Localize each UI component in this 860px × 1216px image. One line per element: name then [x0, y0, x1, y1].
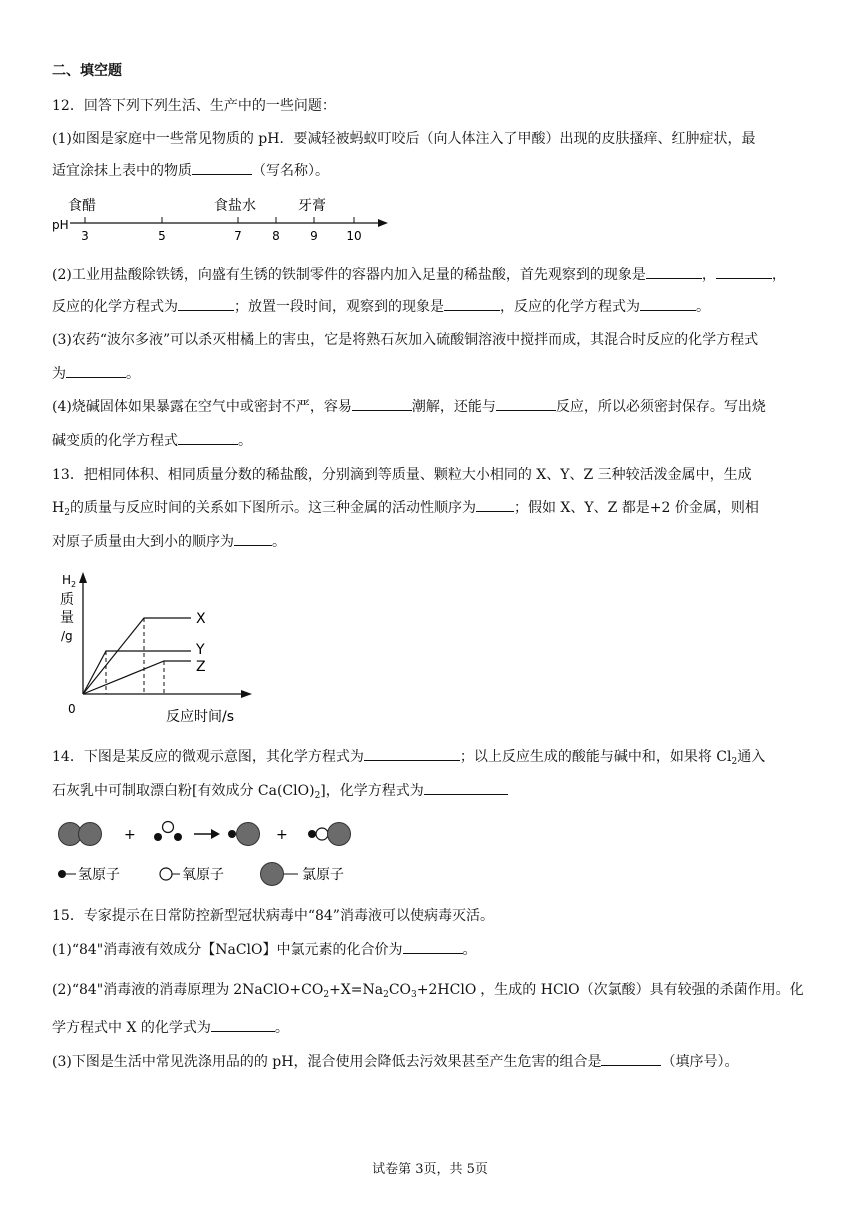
subscript: 2	[64, 508, 70, 518]
q13-text: 对原子质量由大到小的顺序为	[52, 534, 234, 550]
q14-text: 通入	[737, 749, 766, 765]
answer-blank[interactable]	[192, 162, 252, 175]
answer-blank[interactable]	[646, 266, 702, 279]
answer-blank[interactable]	[211, 1019, 275, 1032]
q14-text: 石灰乳中可制取漂白粉[有效成分 Ca(ClO)	[52, 783, 315, 799]
q15-text: ，生成的 HClO（次氯酸）具有较强的杀菌作用。化	[480, 982, 804, 998]
answer-blank[interactable]	[178, 298, 234, 311]
section-title: 二、填空题	[52, 63, 122, 79]
ph-label-salt-water: 食盐水	[214, 198, 256, 214]
q15-p1	[52, 941, 477, 959]
q12-p2-text: 反应的化学方程式为	[52, 299, 178, 315]
answer-blank[interactable]	[496, 398, 556, 411]
plus-sign: +	[276, 827, 288, 843]
y-axis-label-h: $H_2$	[62, 573, 77, 589]
q12-p2-text: ；放置一段时间，观察到的现象是	[234, 299, 444, 315]
x-axis-arrow	[241, 690, 252, 698]
period: 。	[462, 942, 477, 958]
answer-blank[interactable]	[444, 298, 500, 311]
q14-text: 14．下图是某反应的微观示意图，其化学方程式为	[52, 749, 364, 765]
period: 。	[696, 299, 710, 315]
q12-p3-line1: (3)农药“波尔多液”可以杀灭柑橘上的害虫，它是将熟石灰加入硫酸铜溶液中搅拌而成，其混合时反应的化学方程式	[52, 332, 759, 348]
series-x-label: X	[196, 611, 206, 627]
q12-p4-text: (4)烧碱固体如果暴露在空气中或密封不严，容易	[52, 399, 352, 415]
legend-hydrogen-label: 氢原子	[78, 867, 120, 883]
q12-p4-text: 碱变质的化学方程式	[52, 433, 178, 449]
chlorine-atom	[328, 823, 351, 846]
ph-tick-label: 10	[346, 229, 362, 243]
period: 。	[272, 534, 286, 550]
q15-stem: 15．专家提示在日常防控新型冠状病毒中“84”消毒液可以使病毒灭活。	[52, 908, 494, 924]
y-axis-arrow	[79, 572, 87, 583]
q15-text: （填序号）。	[661, 1054, 739, 1070]
ph-tick-label: 8	[272, 229, 280, 243]
q13-text: ；假如 X、Y、Z 都是+2 价金属，则相	[513, 500, 759, 516]
ph-tick-label: 9	[310, 229, 318, 243]
q13-line2	[52, 499, 759, 517]
hydrogen-atom	[174, 833, 182, 841]
ph-label-vinegar: 食醋	[68, 198, 96, 214]
origin-label: 0	[68, 702, 76, 716]
chlorine-atom	[79, 823, 102, 846]
q14-text: ；以上反应生成的酸能与碱中和，如果将 Cl	[459, 749, 732, 765]
answer-blank[interactable]	[640, 298, 696, 311]
q14-line2	[52, 782, 508, 800]
y-axis-label-char: 量	[60, 610, 74, 626]
q13-text: 的质量与反应时间的关系如下图所示。这三种金属的活动性顺序为	[69, 500, 476, 516]
ph-tick-label: 3	[81, 229, 89, 243]
legend-chlorine-label: 氯原子	[302, 867, 344, 883]
y-axis-label-char: 质	[60, 592, 74, 608]
hydrogen-atom	[154, 833, 162, 841]
answer-blank[interactable]	[178, 432, 238, 445]
oxygen-atom	[163, 822, 174, 833]
ph-axis-arrow	[378, 219, 388, 227]
q12-p3-text: 为	[52, 366, 66, 382]
q15-text: 学方程式中 X 的化学式为	[52, 1020, 211, 1036]
comma: ，	[701, 267, 716, 283]
q12-p1-note: （写名称）。	[252, 163, 329, 179]
q15-p3	[52, 1053, 738, 1071]
q12-stem: 12．回答下列下列生活、生产中的一些问题：	[52, 98, 336, 114]
q12-p1-line2	[52, 162, 329, 180]
ph-tick-label: 5	[158, 229, 166, 243]
answer-blank[interactable]	[716, 266, 772, 279]
y-axis-unit: /g	[61, 629, 73, 643]
answer-blank[interactable]	[424, 782, 508, 795]
q14-text: ]，化学方程式为	[320, 783, 424, 799]
answer-blank[interactable]	[352, 398, 412, 411]
q12-p2-line1	[52, 266, 786, 284]
hydrogen-atom	[308, 830, 316, 838]
q12-p4-text: 反应，所以必须密封保存。写出烧	[555, 399, 766, 415]
hydrogen-atom	[228, 830, 236, 838]
h2-symbol: H	[52, 500, 65, 516]
oxygen-atom	[316, 828, 328, 840]
q15-text: (1)“84"消毒液有效成分【NaClO】中氯元素的化合价为	[52, 942, 403, 958]
answer-blank[interactable]	[234, 533, 272, 546]
q12-p4-line2	[52, 432, 252, 450]
answer-blank[interactable]	[476, 499, 514, 512]
ph-tick-label: 7	[234, 229, 242, 243]
period: 。	[126, 366, 140, 382]
q15-p2-line1	[52, 981, 804, 999]
legend-oxygen-label: 氧原子	[182, 867, 224, 883]
ph-label-toothpaste: 牙膏	[298, 198, 326, 214]
answer-blank[interactable]	[601, 1053, 661, 1066]
q12-p3-line2	[52, 365, 140, 383]
q12-p1-line1: (1)如图是家庭中一些常见物质的 pH．要减轻被蚂蚁叮咬后（向人体注入了甲酸）出现的皮肤搔痒、红肿症状，最	[52, 131, 756, 147]
legend-oxygen-atom	[160, 868, 172, 880]
plus-sign: +	[124, 827, 136, 843]
h2-mass-graph	[56, 566, 266, 728]
subscript: 2	[731, 757, 738, 767]
q12-p1-text: 适宜涂抹上表中的物质	[52, 163, 192, 179]
legend-hydrogen-atom	[58, 870, 66, 878]
disinfect-equation: $2NaClO+CO_2+X=Na_2CO_3+2HClO$	[233, 982, 477, 1000]
micro-reaction-diagram	[54, 816, 374, 890]
legend-chlorine-atom	[261, 863, 284, 886]
answer-blank[interactable]	[364, 748, 460, 761]
ph-scale	[52, 194, 392, 246]
answer-blank[interactable]	[66, 365, 126, 378]
comma: ，	[771, 267, 786, 283]
q12-p2-line2	[52, 298, 710, 316]
series-z-label: Z	[196, 659, 206, 675]
q14-line1	[52, 748, 765, 766]
answer-blank[interactable]	[403, 941, 463, 954]
series-x-line	[83, 618, 191, 694]
series-z-line	[83, 661, 191, 694]
period: 。	[274, 1020, 289, 1036]
period: 。	[238, 433, 252, 449]
page-footer: 试卷第 3页，共 5页	[372, 1162, 488, 1177]
q15-text: (3)下图是生活中常见洗涤用品的的 pH，混合使用会降低去污效果甚至产生危害的组合是	[52, 1054, 602, 1070]
q12-p4-line1	[52, 398, 766, 416]
q13-line3	[52, 533, 286, 551]
series-y-label: Y	[196, 642, 205, 658]
q15-p2-line2	[52, 1019, 289, 1037]
q15-text: (2)“84"消毒液的消毒原理为	[52, 982, 230, 998]
subscript: 2	[314, 791, 321, 801]
reaction-arrow-head	[211, 829, 220, 839]
q13-line1: 13．把相同体积、相同质量分数的稀盐酸，分别滴到等质量、颗粒大小相同的 X、Y、Z 三种较活泼金属中，生成	[52, 467, 752, 483]
q12-p4-text: 潮解，还能与	[411, 399, 496, 415]
x-axis-label: 反应时间/s	[166, 709, 235, 725]
chlorine-atom	[237, 823, 260, 846]
q12-p2-text: (2)工业用盐酸除铁锈，向盛有生锈的铁制零件的容器内加入足量的稀盐酸，首先观察到的现象是	[52, 267, 646, 283]
q12-p2-text: ，反应的化学方程式为	[500, 299, 640, 315]
ph-axis-label: pH	[52, 218, 69, 232]
